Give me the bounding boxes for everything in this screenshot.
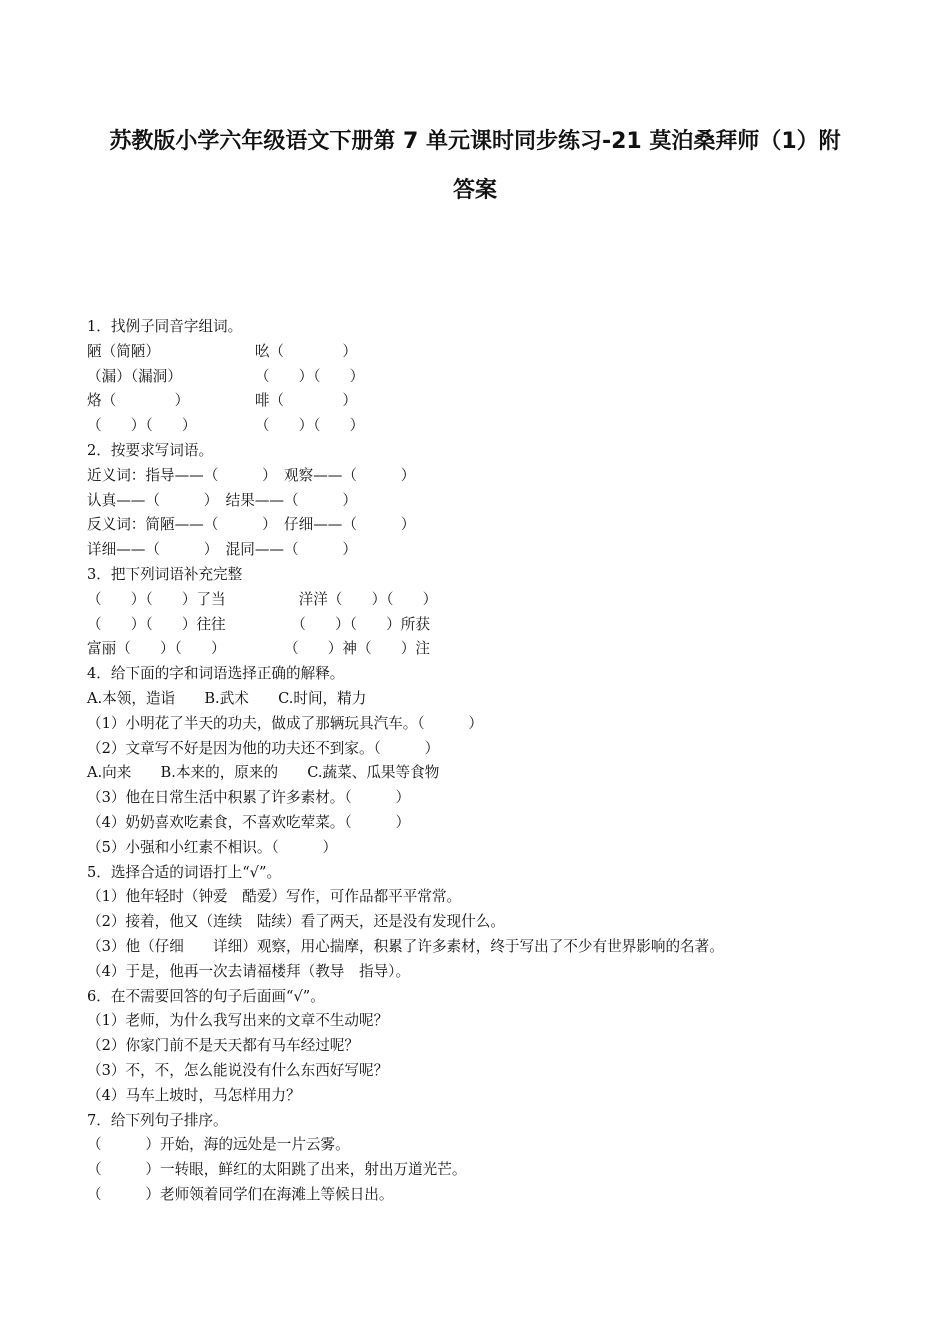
q5-item: （2）接着，他又（连续 陆续）看了两天，还是没有发现什么。 — [87, 913, 505, 931]
q6-item: （4）马车上坡时，马怎样用力？ — [87, 1086, 301, 1104]
document-title-line-1: 苏教版小学六年级语文下册第 7 单元课时同步练习-21 莫泊桑拜师（1）附 — [109, 129, 841, 154]
q5-heading: 5．选择合适的词语打上“√”。 — [87, 863, 282, 881]
q2-line: 近义词：指导——（ ） 观察——（ ） — [87, 466, 416, 484]
document-title-line-2: 答案 — [452, 178, 497, 203]
q4-options: A.本领，造诣 B.武术 C.时间，精力 — [87, 689, 367, 707]
q7-heading: 7．给下列句子排序。 — [87, 1111, 228, 1129]
q7-item: （ ）开始，海的远处是一片云雾。 — [87, 1136, 350, 1154]
q3-heading: 3．把下列词语补充完整 — [87, 565, 243, 583]
q3-line: （ ）（ ）往往 （ ）（ ）所获 — [87, 615, 430, 633]
q4-item: （3）他在日常生活中积累了许多素材。（ ） — [87, 789, 411, 807]
q7-item: （ ）老师领着同学们在海滩上等候日出。 — [87, 1185, 394, 1203]
q6-item: （1）老师，为什么我写出来的文章不生动呢？ — [87, 1012, 389, 1030]
q6-heading: 6．在不需要回答的句子后面画“√”。 — [87, 987, 325, 1005]
q1-line: （漏）（漏洞） （ ）（ ） — [87, 367, 365, 385]
q1-line: （ ）（ ） （ ）（ ） — [87, 417, 365, 435]
q2-heading: 2．按要求写词语。 — [87, 441, 214, 459]
q4-item: （1）小明花了半天的功夫，做成了那辆玩具汽车。（ ） — [87, 714, 484, 732]
q4-item: （2）文章写不好是因为他的功夫还不到家。（ ） — [87, 739, 440, 757]
q1-line: 烙（ ） 啡（ ） — [87, 392, 357, 410]
q2-line: 认真——（ ） 结果——（ ） — [87, 491, 357, 509]
q4-item: （5）小强和小红素不相识。（ ） — [87, 838, 338, 856]
q4-options: A.向来 B.本来的，原来的 C.蔬菜、瓜果等食物 — [87, 764, 440, 782]
q6-item: （2）你家门前不是天天都有马车经过呢？ — [87, 1037, 359, 1055]
q4-item: （4）奶奶喜欢吃素食，不喜欢吃荤菜。（ ） — [87, 813, 411, 831]
exercise-body — [87, 315, 887, 1208]
q3-line: （ ）（ ）了当 洋洋（ ）（ ） — [87, 590, 438, 608]
q5-item: （4）于是，他再一次去请福楼拜（教导 指导）。 — [87, 962, 411, 980]
q7-item: （ ）一转眼，鲜红的太阳跳了出来，射出万道光芒。 — [87, 1161, 467, 1179]
q2-line: 详细——（ ） 混同——（ ） — [87, 541, 357, 559]
q2-line: 反义词：简陋——（ ） 仔细——（ ） — [87, 516, 416, 534]
q4-heading: 4．给下面的字和词语选择正确的解释。 — [87, 665, 345, 683]
q1-line: 陋（简陋） 吆（ ） — [87, 342, 357, 360]
q1-heading: 1．找例子同音字组词。 — [87, 318, 243, 335]
q5-item: （1）他年轻时（钟爱 酷爱）写作，可作品都平平常常。 — [87, 888, 462, 906]
q5-item: （3）他（仔细 详细）观察，用心揣摩，积累了许多素材，终于写出了不少有世界影响的名著。 — [87, 937, 724, 955]
q6-item: （3）不，不，怎么能说没有什么东西好写呢？ — [87, 1061, 389, 1079]
q3-line: 富丽（ ）（ ） （ ）神（ ）注 — [87, 640, 430, 658]
